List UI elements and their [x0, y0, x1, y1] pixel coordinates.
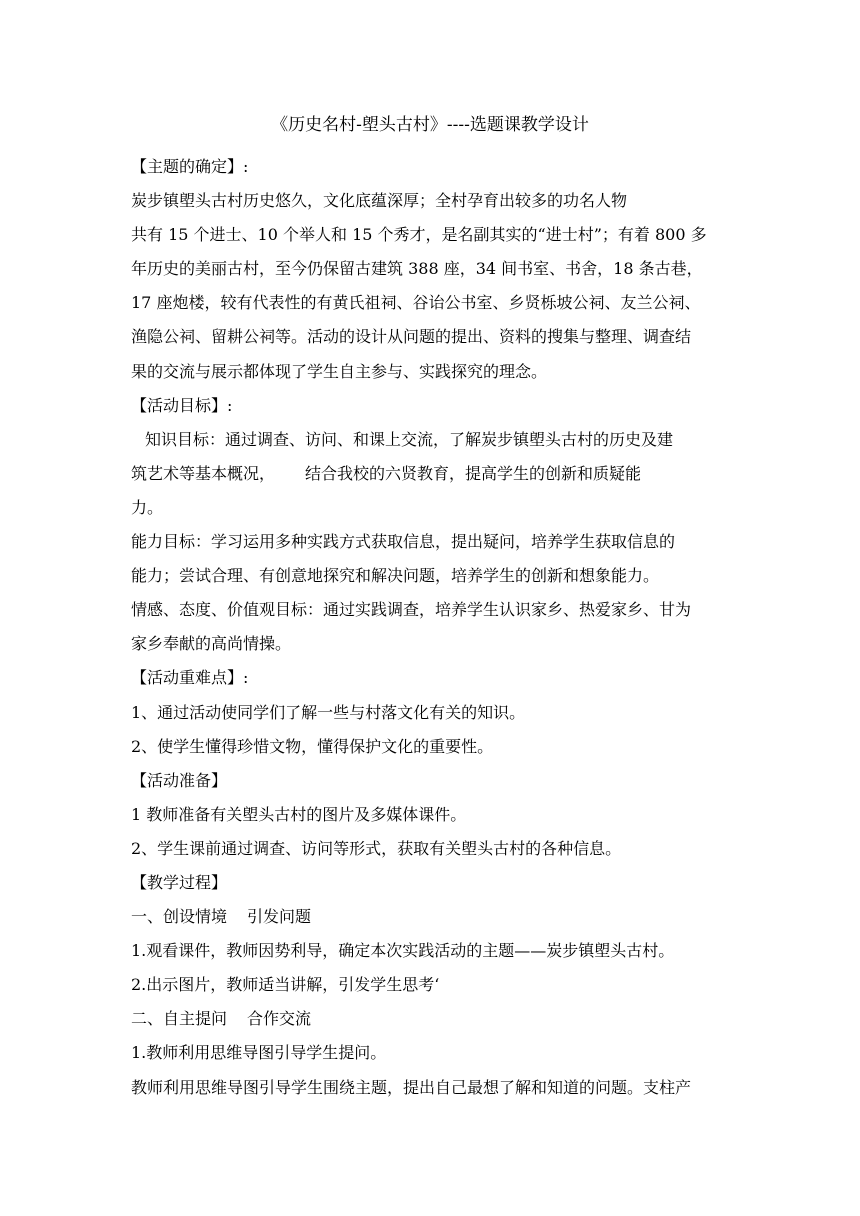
paragraph-line: 教师利用思维导图引导学生围绕主题，提出自己最想了解和知道的问题。支柱产 — [131, 1077, 692, 1097]
paragraph-line: 共有 15 个进士、10 个举人和 15 个秀才，是名副其实的“进士村”；有着 800 多 — [131, 225, 707, 245]
list-item: 2、使学生懂得珍惜文物，懂得保护文化的重要性。 — [131, 736, 494, 756]
list-item: 1.观看课件，教师因势利导，确定本次实践活动的主题——炭步镇塱头古村。 — [131, 941, 675, 961]
list-item: 1 教师准备有关塱头古村的图片及多媒体课件。 — [131, 804, 467, 824]
paragraph-line: 情感、态度、价值观目标：通过实践调查，培养学生认识家乡、热爱家乡、甘为 — [131, 600, 692, 620]
paragraph-line: 渔隐公祠、留耕公祠等。活动的设计从问题的提出、资料的搜集与整理、调查结 — [131, 327, 692, 347]
list-item: 1、通过活动使同学们了解一些与村落文化有关的知识。 — [131, 702, 526, 722]
section-heading-goals: 【活动目标】: — [131, 395, 233, 415]
section-heading-process: 【教学过程】 — [131, 872, 228, 892]
paragraph-line: 能力目标：学习运用多种实践方式获取信息，提出疑问，培养学生获取信息的 — [131, 532, 676, 552]
text-segment: 二、自主提问 — [131, 1009, 228, 1029]
text-segment: 一、创设情境 — [131, 907, 228, 927]
subheading — [131, 1002, 741, 1036]
text-segment: 合作交流 — [247, 1009, 312, 1029]
document-body — [131, 150, 741, 1105]
paragraph-line: 能力；尝试合理、有创意地探究和解决问题，培养学生的创新和想象能力。 — [131, 566, 660, 586]
paragraph-line: 知识目标：通过调查、访问、和课上交流，了解炭步镇塱头古村的历史及建 — [145, 429, 674, 449]
list-item: 1.教师利用思维导图引导学生提问。 — [131, 1043, 387, 1063]
paragraph-line: 17 座炮楼，较有代表性的有黄氏祖祠、谷诒公书室、乡贤栎坡公祠、友兰公祠、 — [131, 293, 701, 313]
text-segment: 结合我校的六贤教育，提高学生的创新和质疑能 — [305, 463, 642, 483]
text-segment: 引发问题 — [247, 907, 312, 927]
subheading — [131, 900, 741, 934]
paragraph-line: 炭步镇塱头古村历史悠久，文化底蕴深厚；全村孕育出较多的功名人物 — [131, 191, 628, 211]
paragraph-line — [131, 457, 741, 491]
section-heading-theme: 【主题的确定】: — [131, 157, 249, 176]
text-segment: 筑艺术等基本概况， — [131, 463, 276, 483]
section-heading-key-points: 【活动重难点】: — [131, 668, 249, 688]
section-heading-preparation: 【活动准备】 — [131, 770, 228, 790]
paragraph-line: 力。 — [131, 497, 164, 517]
list-item: 2、学生课前通过调查、访问等形式，获取有关塱头古村的各种信息。 — [131, 838, 622, 858]
paragraph-line: 家乡奉献的高尚情操。 — [131, 634, 292, 654]
paragraph-line: 果的交流与展示都体现了学生自主参与、实践探究的理念。 — [131, 361, 548, 381]
paragraph-line: 年历史的美丽古村，至今仍保留古建筑 388 座，34 间书室、书舍，18 条古巷， — [131, 259, 703, 279]
document-title: 《历史名村-塱头古村》----选题课教学设计 — [271, 115, 589, 135]
list-item: 2.出示图片，教师适当讲解，引发学生思考‘ — [131, 975, 440, 995]
